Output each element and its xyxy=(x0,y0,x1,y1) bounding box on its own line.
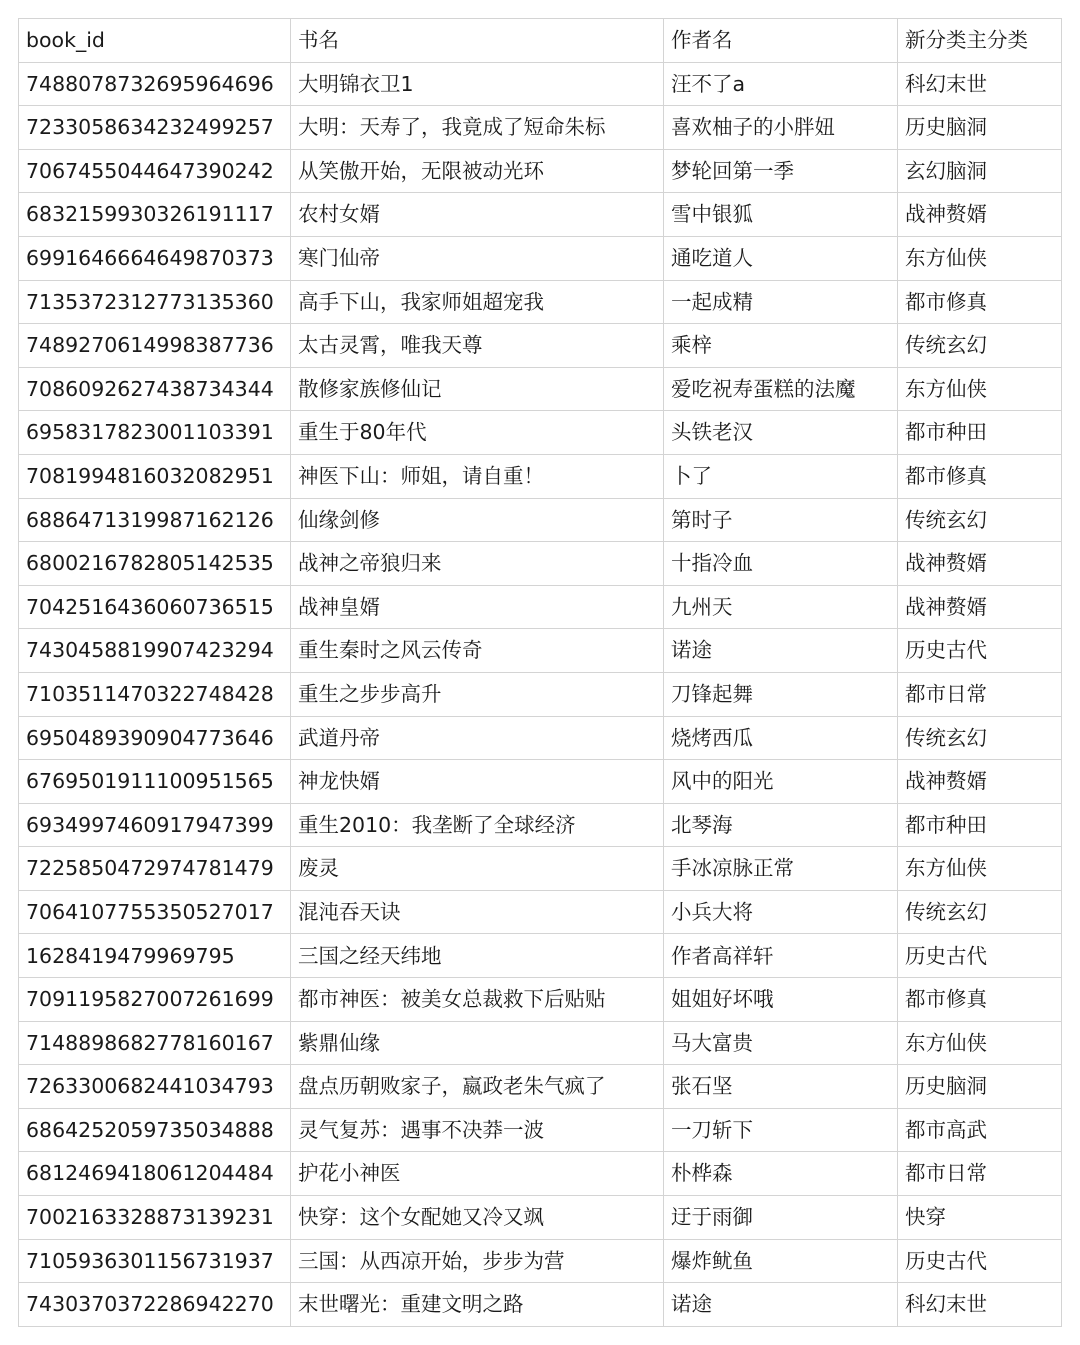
cell-book-id[interactable]: 7103511470322748428 xyxy=(19,672,291,716)
table-row xyxy=(19,106,1062,150)
cell-category[interactable]: 东方仙侠 xyxy=(898,367,1062,411)
cell-book-id[interactable]: 7002163328873139231 xyxy=(19,1196,291,1240)
cell-category[interactable]: 传统玄幻 xyxy=(898,716,1062,760)
cell-author[interactable]: 朴桦森 xyxy=(664,1152,898,1196)
cell-category[interactable]: 历史脑洞 xyxy=(898,106,1062,150)
cell-category[interactable]: 东方仙侠 xyxy=(898,1021,1062,1065)
cell-author[interactable]: 十指冷血 xyxy=(664,542,898,586)
cell-book-id[interactable]: 7148898682778160167 xyxy=(19,1021,291,1065)
cell-title[interactable]: 三国之经天纬地 xyxy=(291,934,664,978)
data-table xyxy=(18,18,1062,1327)
cell-book-id[interactable]: 7067455044647390242 xyxy=(19,149,291,193)
cell-title[interactable]: 护花小神医 xyxy=(291,1152,664,1196)
cell-category[interactable]: 传统玄幻 xyxy=(898,498,1062,542)
cell-title[interactable]: 农村女婿 xyxy=(291,193,664,237)
cell-category[interactable]: 科幻末世 xyxy=(898,62,1062,106)
cell-author[interactable]: 作者高祥轩 xyxy=(664,934,898,978)
table-row xyxy=(19,454,1062,498)
column-header-title[interactable]: 书名 xyxy=(291,19,664,63)
cell-author[interactable]: 马大富贵 xyxy=(664,1021,898,1065)
cell-title[interactable]: 灵气复苏：遇事不决莽一波 xyxy=(291,1108,664,1152)
cell-author[interactable]: 卜了 xyxy=(664,454,898,498)
cell-category[interactable]: 历史古代 xyxy=(898,1239,1062,1283)
table-row xyxy=(19,1283,1062,1327)
cell-author[interactable]: 风中的阳光 xyxy=(664,760,898,804)
cell-category[interactable]: 战神赘婿 xyxy=(898,542,1062,586)
cell-title[interactable]: 武道丹帝 xyxy=(291,716,664,760)
cell-book-id[interactable]: 6886471319987162126 xyxy=(19,498,291,542)
cell-author[interactable]: 一起成精 xyxy=(664,280,898,324)
cell-title[interactable]: 大明锦衣卫1 xyxy=(291,62,664,106)
cell-title[interactable]: 战神皇婿 xyxy=(291,585,664,629)
cell-book-id[interactable]: 7430458819907423294 xyxy=(19,629,291,673)
cell-category[interactable]: 东方仙侠 xyxy=(898,847,1062,891)
cell-author[interactable]: 爆炸鱿鱼 xyxy=(664,1239,898,1283)
cell-author[interactable]: 北琴海 xyxy=(664,803,898,847)
column-header-author[interactable]: 作者名 xyxy=(664,19,898,63)
table-row xyxy=(19,672,1062,716)
cell-title[interactable]: 末世曙光：重建文明之路 xyxy=(291,1283,664,1327)
table-row xyxy=(19,236,1062,280)
cell-category[interactable]: 都市高武 xyxy=(898,1108,1062,1152)
table-row xyxy=(19,367,1062,411)
table-row xyxy=(19,498,1062,542)
cell-book-id[interactable]: 6769501911100951565 xyxy=(19,760,291,804)
table-row xyxy=(19,978,1062,1022)
cell-book-id[interactable]: 7488078732695964696 xyxy=(19,62,291,106)
table-row xyxy=(19,934,1062,978)
cell-book-id[interactable]: 7263300682441034793 xyxy=(19,1065,291,1109)
cell-title[interactable]: 都市神医：被美女总裁救下后贴贴 xyxy=(291,978,664,1022)
cell-category[interactable]: 都市修真 xyxy=(898,978,1062,1022)
cell-book-id[interactable]: 6812469418061204484 xyxy=(19,1152,291,1196)
cell-book-id[interactable]: 7105936301156731937 xyxy=(19,1239,291,1283)
cell-category[interactable]: 都市种田 xyxy=(898,803,1062,847)
table-row xyxy=(19,1239,1062,1283)
cell-book-id[interactable]: 7086092627438734344 xyxy=(19,367,291,411)
cell-author[interactable]: 雪中银狐 xyxy=(664,193,898,237)
cell-category[interactable]: 历史古代 xyxy=(898,629,1062,673)
cell-author[interactable]: 手冰凉脉正常 xyxy=(664,847,898,891)
cell-author[interactable]: 一刀斩下 xyxy=(664,1108,898,1152)
cell-title[interactable]: 盘点历朝败家子，嬴政老朱气疯了 xyxy=(291,1065,664,1109)
cell-book-id[interactable]: 7489270614998387736 xyxy=(19,324,291,368)
table-body xyxy=(19,19,1062,1327)
cell-author[interactable]: 诺途 xyxy=(664,1283,898,1327)
cell-title[interactable]: 太古灵霄，唯我天尊 xyxy=(291,324,664,368)
cell-book-id[interactable]: 7225850472974781479 xyxy=(19,847,291,891)
cell-category[interactable]: 都市种田 xyxy=(898,411,1062,455)
cell-category[interactable]: 战神赘婿 xyxy=(898,585,1062,629)
table-row xyxy=(19,542,1062,586)
cell-author[interactable]: 诺途 xyxy=(664,629,898,673)
cell-author[interactable]: 张石坚 xyxy=(664,1065,898,1109)
cell-book-id[interactable]: 6991646664649870373 xyxy=(19,236,291,280)
cell-category[interactable]: 科幻末世 xyxy=(898,1283,1062,1327)
cell-title[interactable]: 混沌吞天诀 xyxy=(291,890,664,934)
cell-category[interactable]: 快穿 xyxy=(898,1196,1062,1240)
cell-author[interactable]: 通吃道人 xyxy=(664,236,898,280)
cell-book-id[interactable]: 7064107755350527017 xyxy=(19,890,291,934)
cell-category[interactable]: 东方仙侠 xyxy=(898,236,1062,280)
table-row xyxy=(19,280,1062,324)
cell-book-id[interactable]: 6958317823001103391 xyxy=(19,411,291,455)
cell-category[interactable]: 都市修真 xyxy=(898,280,1062,324)
table-row xyxy=(19,803,1062,847)
table-row xyxy=(19,324,1062,368)
table-row xyxy=(19,629,1062,673)
cell-author[interactable]: 乘梓 xyxy=(664,324,898,368)
table-row xyxy=(19,847,1062,891)
cell-title[interactable]: 重生2010：我垄断了全球经济 xyxy=(291,803,664,847)
cell-category[interactable]: 玄幻脑洞 xyxy=(898,149,1062,193)
cell-title[interactable]: 仙缘剑修 xyxy=(291,498,664,542)
cell-author[interactable]: 喜欢柚子的小胖妞 xyxy=(664,106,898,150)
cell-book-id[interactable]: 7430370372286942270 xyxy=(19,1283,291,1327)
table-row xyxy=(19,890,1062,934)
cell-title[interactable]: 高手下山，我家师姐超宠我 xyxy=(291,280,664,324)
cell-title[interactable]: 散修家族修仙记 xyxy=(291,367,664,411)
table-row xyxy=(19,1065,1062,1109)
cell-category[interactable]: 历史脑洞 xyxy=(898,1065,1062,1109)
cell-title[interactable]: 战神之帝狼归来 xyxy=(291,542,664,586)
cell-title[interactable]: 紫鼎仙缘 xyxy=(291,1021,664,1065)
cell-category[interactable]: 都市日常 xyxy=(898,672,1062,716)
cell-author[interactable]: 烧烤西瓜 xyxy=(664,716,898,760)
table-header-row xyxy=(19,19,1062,63)
table-row xyxy=(19,193,1062,237)
column-header-category[interactable]: 新分类主分类 xyxy=(898,19,1062,63)
cell-book-id[interactable]: 7233058634232499257 xyxy=(19,106,291,150)
cell-author[interactable]: 第时子 xyxy=(664,498,898,542)
cell-book-id[interactable]: 6864252059735034888 xyxy=(19,1108,291,1152)
cell-book-id[interactable]: 7042516436060736515 xyxy=(19,585,291,629)
cell-book-id[interactable]: 6800216782805142535 xyxy=(19,542,291,586)
table-row xyxy=(19,1196,1062,1240)
cell-book-id[interactable]: 1628419479969795 xyxy=(19,934,291,978)
table-row xyxy=(19,760,1062,804)
cell-author[interactable]: 头铁老汉 xyxy=(664,411,898,455)
cell-author[interactable]: 爱吃祝寿蛋糕的法魔 xyxy=(664,367,898,411)
cell-author[interactable]: 汪不了a xyxy=(664,62,898,106)
cell-category[interactable]: 都市修真 xyxy=(898,454,1062,498)
cell-author[interactable]: 姐姐好坏哦 xyxy=(664,978,898,1022)
cell-book-id[interactable]: 7091195827007261699 xyxy=(19,978,291,1022)
cell-category[interactable]: 战神赘婿 xyxy=(898,760,1062,804)
cell-category[interactable]: 历史古代 xyxy=(898,934,1062,978)
cell-title[interactable]: 从笑傲开始，无限被动光环 xyxy=(291,149,664,193)
cell-book-id[interactable]: 7135372312773135360 xyxy=(19,280,291,324)
cell-book-id[interactable]: 7081994816032082951 xyxy=(19,454,291,498)
cell-book-id[interactable]: 6950489390904773646 xyxy=(19,716,291,760)
cell-author[interactable]: 小兵大将 xyxy=(664,890,898,934)
table-row xyxy=(19,62,1062,106)
cell-title[interactable]: 重生之步步高升 xyxy=(291,672,664,716)
cell-title[interactable]: 快穿：这个女配她又冷又飒 xyxy=(291,1196,664,1240)
table-row xyxy=(19,1108,1062,1152)
cell-book-id[interactable]: 6832159930326191117 xyxy=(19,193,291,237)
table-row xyxy=(19,1021,1062,1065)
cell-title[interactable]: 寒门仙帝 xyxy=(291,236,664,280)
table-row xyxy=(19,716,1062,760)
cell-author[interactable]: 迂于雨御 xyxy=(664,1196,898,1240)
cell-title[interactable]: 神医下山：师姐，请自重！ xyxy=(291,454,664,498)
cell-category[interactable]: 传统玄幻 xyxy=(898,890,1062,934)
cell-author[interactable]: 梦轮回第一季 xyxy=(664,149,898,193)
cell-category[interactable]: 战神赘婿 xyxy=(898,193,1062,237)
cell-title[interactable]: 大明：天寿了，我竟成了短命朱标 xyxy=(291,106,664,150)
table-row xyxy=(19,585,1062,629)
table-row xyxy=(19,1152,1062,1196)
cell-author[interactable]: 刀锋起舞 xyxy=(664,672,898,716)
table-row xyxy=(19,149,1062,193)
cell-category[interactable]: 都市日常 xyxy=(898,1152,1062,1196)
table-row xyxy=(19,411,1062,455)
column-header-book-id[interactable]: book_id xyxy=(19,19,291,63)
cell-category[interactable]: 传统玄幻 xyxy=(898,324,1062,368)
cell-title[interactable]: 重生于80年代 xyxy=(291,411,664,455)
cell-title[interactable]: 重生秦时之风云传奇 xyxy=(291,629,664,673)
cell-title[interactable]: 神龙快婿 xyxy=(291,760,664,804)
cell-title[interactable]: 废灵 xyxy=(291,847,664,891)
cell-book-id[interactable]: 6934997460917947399 xyxy=(19,803,291,847)
cell-title[interactable]: 三国：从西凉开始，步步为营 xyxy=(291,1239,664,1283)
cell-author[interactable]: 九州天 xyxy=(664,585,898,629)
